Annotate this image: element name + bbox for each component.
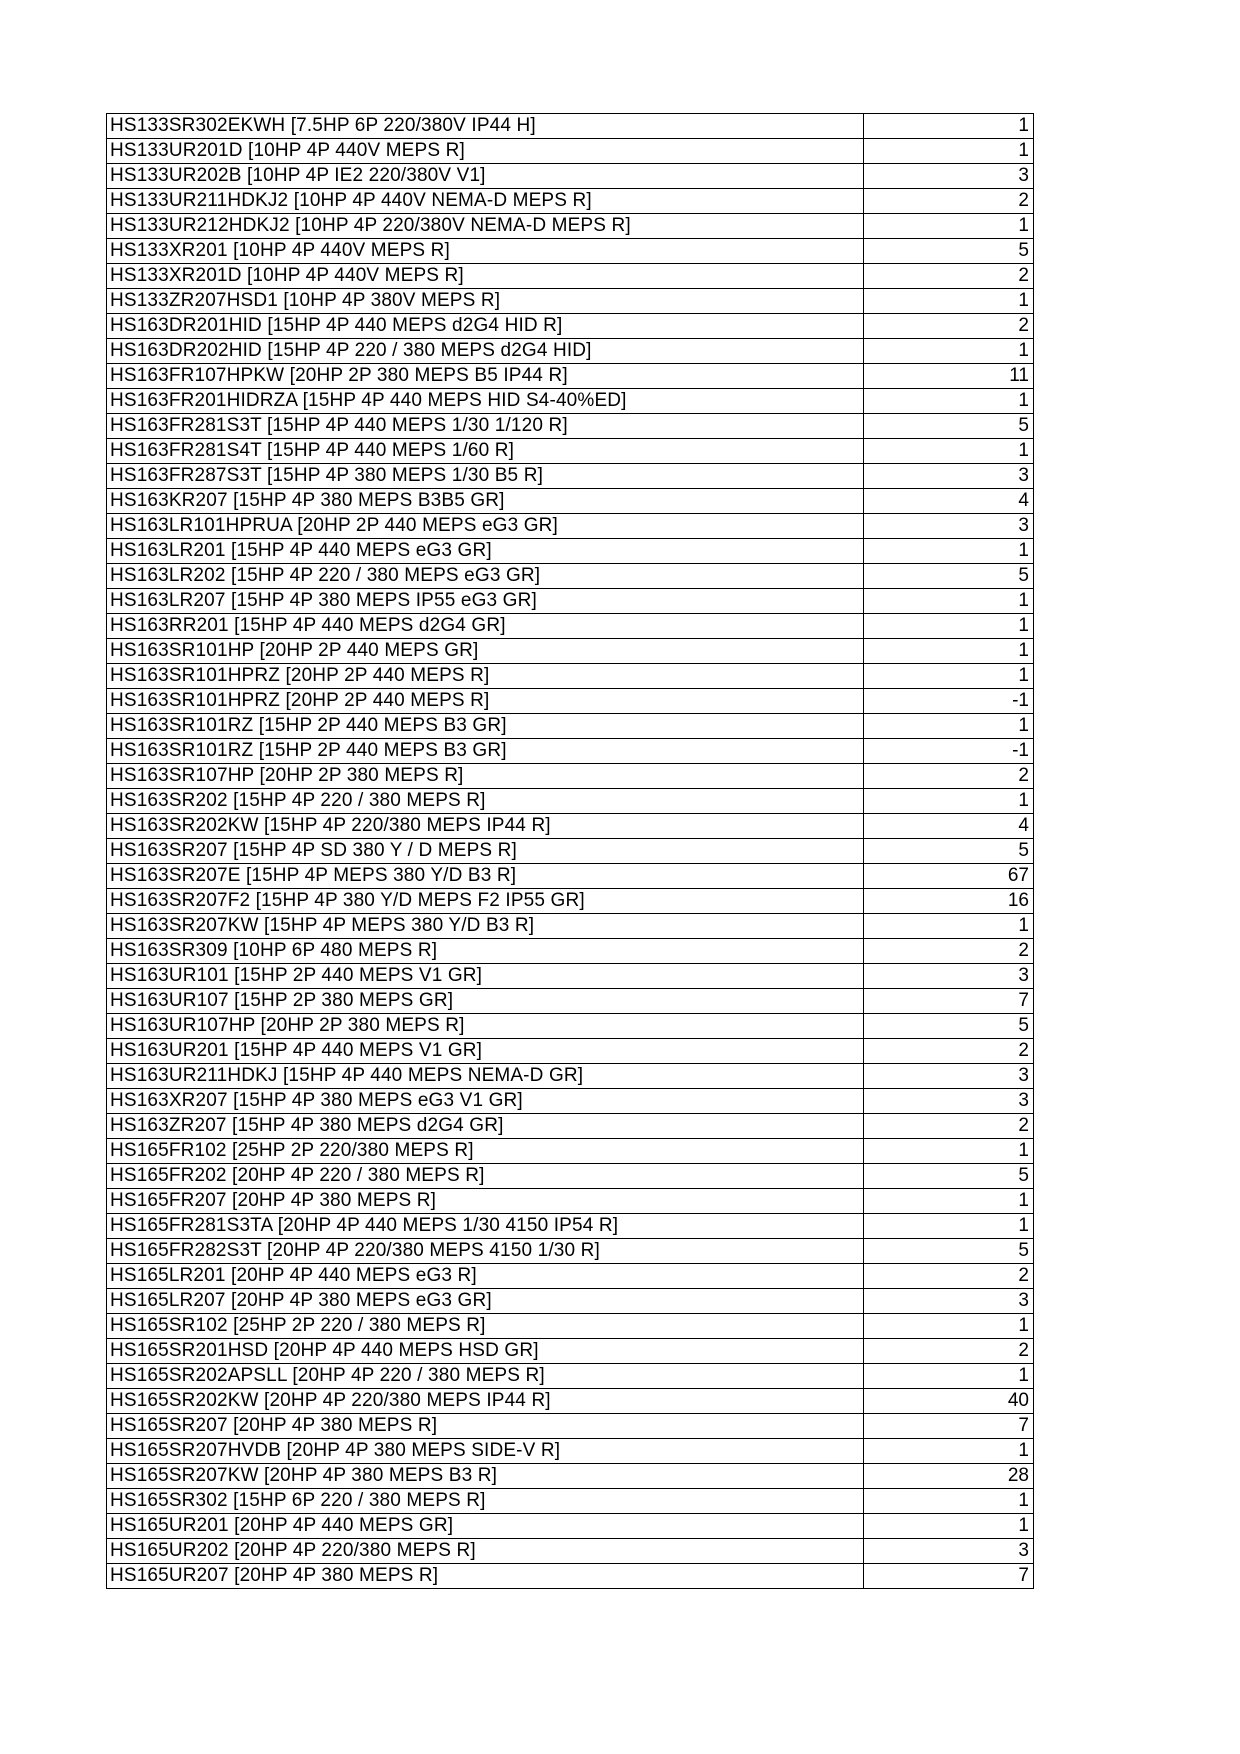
item-description-cell: HS133XR201 [10HP 4P 440V MEPS R] (107, 239, 864, 264)
item-quantity-cell: 5 (864, 839, 1034, 864)
item-description-cell: HS165FR202 [20HP 4P 220 / 380 MEPS R] (107, 1164, 864, 1189)
item-description-cell: HS163SR101HP [20HP 2P 440 MEPS GR] (107, 639, 864, 664)
table-row (107, 214, 1034, 239)
item-description-cell: HS165SR207HVDB [20HP 4P 380 MEPS SIDE-V R] (107, 1439, 864, 1464)
table-row (107, 364, 1034, 389)
table-row (107, 164, 1034, 189)
item-description-cell: HS165LR201 [20HP 4P 440 MEPS eG3 R] (107, 1264, 864, 1289)
item-description-cell: HS165SR202APSLL [20HP 4P 220 / 380 MEPS R] (107, 1364, 864, 1389)
item-description-cell: HS163FR201HIDRZA [15HP 4P 440 MEPS HID S4-40%ED] (107, 389, 864, 414)
table-row (107, 989, 1034, 1014)
table-row (107, 639, 1034, 664)
table-row (107, 1289, 1034, 1314)
table-row (107, 839, 1034, 864)
item-quantity-cell: 40 (864, 1389, 1034, 1414)
item-quantity-cell: 1 (864, 439, 1034, 464)
table-row (107, 1514, 1034, 1539)
table-row (107, 864, 1034, 889)
item-quantity-cell: 1 (864, 289, 1034, 314)
item-quantity-cell: 2 (864, 264, 1034, 289)
item-description-cell: HS165SR207KW [20HP 4P 380 MEPS B3 R] (107, 1464, 864, 1489)
item-description-cell: HS163SR207KW [15HP 4P MEPS 380 Y/D B3 R] (107, 914, 864, 939)
item-description-cell: HS163UR107HP [20HP 2P 380 MEPS R] (107, 1014, 864, 1039)
item-description-cell: HS163SR207 [15HP 4P SD 380 Y / D MEPS R] (107, 839, 864, 864)
item-description-cell: HS163LR202 [15HP 4P 220 / 380 MEPS eG3 GR] (107, 564, 864, 589)
item-description-cell: HS163FR281S4T [15HP 4P 440 MEPS 1/60 R] (107, 439, 864, 464)
table-row (107, 1164, 1034, 1189)
item-quantity-cell: 3 (864, 964, 1034, 989)
item-quantity-cell: 1 (864, 1364, 1034, 1389)
item-quantity-cell: 1 (864, 714, 1034, 739)
item-description-cell: HS133ZR207HSD1 [10HP 4P 380V MEPS R] (107, 289, 864, 314)
table-row (107, 114, 1034, 139)
item-description-cell: HS163FR281S3T [15HP 4P 440 MEPS 1/30 1/120 R] (107, 414, 864, 439)
item-description-cell: HS163SR101HPRZ [20HP 2P 440 MEPS R] (107, 664, 864, 689)
item-quantity-cell: 1 (864, 1214, 1034, 1239)
item-quantity-cell: 2 (864, 189, 1034, 214)
table-row (107, 489, 1034, 514)
item-quantity-cell: 1 (864, 914, 1034, 939)
item-quantity-cell: 3 (864, 1064, 1034, 1089)
table-row (107, 289, 1034, 314)
table-row (107, 1439, 1034, 1464)
table-row (107, 1264, 1034, 1289)
item-quantity-cell: 1 (864, 614, 1034, 639)
item-description-cell: HS165UR202 [20HP 4P 220/380 MEPS R] (107, 1539, 864, 1564)
item-description-cell: HS133UR201D [10HP 4P 440V MEPS R] (107, 139, 864, 164)
table-row (107, 614, 1034, 639)
table-row (107, 664, 1034, 689)
table-row (107, 589, 1034, 614)
item-description-cell: HS163SR101RZ [15HP 2P 440 MEPS B3 GR] (107, 739, 864, 764)
item-quantity-cell: 1 (864, 1439, 1034, 1464)
table-row (107, 1189, 1034, 1214)
table-row (107, 964, 1034, 989)
item-quantity-cell: 3 (864, 1539, 1034, 1564)
item-description-cell: HS133UR202B [10HP 4P IE2 220/380V V1] (107, 164, 864, 189)
table-row (107, 264, 1034, 289)
item-quantity-cell: 1 (864, 1489, 1034, 1514)
table-row (107, 439, 1034, 464)
item-quantity-cell: 5 (864, 1239, 1034, 1264)
table-row (107, 539, 1034, 564)
item-quantity-cell: 2 (864, 1039, 1034, 1064)
item-quantity-cell: 3 (864, 514, 1034, 539)
table-row (107, 939, 1034, 964)
table-row (107, 739, 1034, 764)
item-description-cell: HS163LR101HPRUA [20HP 2P 440 MEPS eG3 GR] (107, 514, 864, 539)
item-description-cell: HS163RR201 [15HP 4P 440 MEPS d2G4 GR] (107, 614, 864, 639)
item-quantity-cell: 3 (864, 164, 1034, 189)
table-row (107, 414, 1034, 439)
item-description-cell: HS163DR201HID [15HP 4P 440 MEPS d2G4 HID R] (107, 314, 864, 339)
table-row (107, 1489, 1034, 1514)
item-quantity-cell: 5 (864, 239, 1034, 264)
item-quantity-cell: 5 (864, 1164, 1034, 1189)
item-quantity-cell: 2 (864, 1114, 1034, 1139)
item-quantity-cell: 67 (864, 864, 1034, 889)
table-row (107, 1389, 1034, 1414)
item-description-cell: HS133UR211HDKJ2 [10HP 4P 440V NEMA-D MEPS R] (107, 189, 864, 214)
table-row (107, 339, 1034, 364)
item-description-cell: HS165SR102 [25HP 2P 220 / 380 MEPS R] (107, 1314, 864, 1339)
item-description-cell: HS163ZR207 [15HP 4P 380 MEPS d2G4 GR] (107, 1114, 864, 1139)
table-row (107, 1064, 1034, 1089)
item-quantity-cell: 1 (864, 589, 1034, 614)
table-row (107, 1114, 1034, 1139)
item-description-cell: HS165SR202KW [20HP 4P 220/380 MEPS IP44 R] (107, 1389, 864, 1414)
item-description-cell: HS163SR101RZ [15HP 2P 440 MEPS B3 GR] (107, 714, 864, 739)
table-row (107, 564, 1034, 589)
table-row (107, 1564, 1034, 1589)
table-row (107, 239, 1034, 264)
item-quantity-cell: 11 (864, 364, 1034, 389)
item-description-cell: HS163LR201 [15HP 4P 440 MEPS eG3 GR] (107, 539, 864, 564)
item-description-cell: HS163SR202 [15HP 4P 220 / 380 MEPS R] (107, 789, 864, 814)
item-quantity-cell: 1 (864, 639, 1034, 664)
item-description-cell: HS163FR287S3T [15HP 4P 380 MEPS 1/30 B5 R] (107, 464, 864, 489)
item-quantity-cell: 4 (864, 814, 1034, 839)
item-quantity-cell: 1 (864, 139, 1034, 164)
table-row (107, 889, 1034, 914)
table-row (107, 314, 1034, 339)
table-row (107, 1414, 1034, 1439)
item-quantity-cell: 5 (864, 1014, 1034, 1039)
item-quantity-cell: 1 (864, 339, 1034, 364)
item-description-cell: HS163FR107HPKW [20HP 2P 380 MEPS B5 IP44 R] (107, 364, 864, 389)
item-quantity-cell: 1 (864, 1314, 1034, 1339)
table-row (107, 1314, 1034, 1339)
item-quantity-cell: 16 (864, 889, 1034, 914)
item-quantity-cell: 1 (864, 114, 1034, 139)
inventory-table-body (107, 114, 1034, 1589)
item-quantity-cell: 1 (864, 1514, 1034, 1539)
item-quantity-cell: 1 (864, 389, 1034, 414)
item-description-cell: HS163SR207E [15HP 4P MEPS 380 Y/D B3 R] (107, 864, 864, 889)
item-quantity-cell: 3 (864, 1089, 1034, 1114)
item-quantity-cell: 7 (864, 1564, 1034, 1589)
table-row (107, 189, 1034, 214)
item-quantity-cell: 7 (864, 989, 1034, 1014)
item-quantity-cell: 4 (864, 489, 1034, 514)
item-quantity-cell: 3 (864, 464, 1034, 489)
table-row (107, 1339, 1034, 1364)
table-row (107, 464, 1034, 489)
item-quantity-cell: 3 (864, 1289, 1034, 1314)
item-quantity-cell: 1 (864, 214, 1034, 239)
table-row (107, 1089, 1034, 1114)
table-row (107, 1039, 1034, 1064)
item-quantity-cell: -1 (864, 689, 1034, 714)
table-row (107, 514, 1034, 539)
table-row (107, 1214, 1034, 1239)
item-description-cell: HS163DR202HID [15HP 4P 220 / 380 MEPS d2G4 HID] (107, 339, 864, 364)
item-description-cell: HS165SR201HSD [20HP 4P 440 MEPS HSD GR] (107, 1339, 864, 1364)
item-quantity-cell: 1 (864, 1139, 1034, 1164)
table-row (107, 1139, 1034, 1164)
table-row (107, 1364, 1034, 1389)
item-description-cell: HS165FR207 [20HP 4P 380 MEPS R] (107, 1189, 864, 1214)
item-description-cell: HS133UR212HDKJ2 [10HP 4P 220/380V NEMA-D MEPS R] (107, 214, 864, 239)
item-description-cell: HS165SR302 [15HP 6P 220 / 380 MEPS R] (107, 1489, 864, 1514)
table-row (107, 814, 1034, 839)
item-description-cell: HS165UR207 [20HP 4P 380 MEPS R] (107, 1564, 864, 1589)
item-description-cell: HS133XR201D [10HP 4P 440V MEPS R] (107, 264, 864, 289)
table-row (107, 764, 1034, 789)
item-description-cell: HS163UR211HDKJ [15HP 4P 440 MEPS NEMA-D GR] (107, 1064, 864, 1089)
table-row (107, 714, 1034, 739)
item-quantity-cell: 1 (864, 539, 1034, 564)
item-description-cell: HS163SR107HP [20HP 2P 380 MEPS R] (107, 764, 864, 789)
item-quantity-cell: 2 (864, 314, 1034, 339)
item-quantity-cell: 1 (864, 664, 1034, 689)
item-description-cell: HS133SR302EKWH [7.5HP 6P 220/380V IP44 H] (107, 114, 864, 139)
item-quantity-cell: 7 (864, 1414, 1034, 1439)
item-description-cell: HS165UR201 [20HP 4P 440 MEPS GR] (107, 1514, 864, 1539)
item-description-cell: HS165LR207 [20HP 4P 380 MEPS eG3 GR] (107, 1289, 864, 1314)
table-row (107, 1014, 1034, 1039)
item-description-cell: HS163UR107 [15HP 2P 380 MEPS GR] (107, 989, 864, 1014)
item-description-cell: HS165FR282S3T [20HP 4P 220/380 MEPS 4150 1/30 R] (107, 1239, 864, 1264)
item-description-cell: HS163XR207 [15HP 4P 380 MEPS eG3 V1 GR] (107, 1089, 864, 1114)
item-quantity-cell: 2 (864, 939, 1034, 964)
item-description-cell: HS163UR101 [15HP 2P 440 MEPS V1 GR] (107, 964, 864, 989)
table-row (107, 139, 1034, 164)
table-row (107, 1464, 1034, 1489)
item-quantity-cell: 5 (864, 564, 1034, 589)
item-description-cell: HS165FR102 [25HP 2P 220/380 MEPS R] (107, 1139, 864, 1164)
item-quantity-cell: 5 (864, 414, 1034, 439)
item-quantity-cell: 2 (864, 1264, 1034, 1289)
item-description-cell: HS165SR207 [20HP 4P 380 MEPS R] (107, 1414, 864, 1439)
item-quantity-cell: 1 (864, 789, 1034, 814)
table-row (107, 689, 1034, 714)
item-description-cell: HS163SR202KW [15HP 4P 220/380 MEPS IP44 R] (107, 814, 864, 839)
item-description-cell: HS163KR207 [15HP 4P 380 MEPS B3B5 GR] (107, 489, 864, 514)
table-row (107, 914, 1034, 939)
item-quantity-cell: 28 (864, 1464, 1034, 1489)
table-row (107, 1539, 1034, 1564)
item-quantity-cell: 1 (864, 1189, 1034, 1214)
item-description-cell: HS163LR207 [15HP 4P 380 MEPS IP55 eG3 GR] (107, 589, 864, 614)
item-description-cell: HS163SR101HPRZ [20HP 2P 440 MEPS R] (107, 689, 864, 714)
item-description-cell: HS163SR207F2 [15HP 4P 380 Y/D MEPS F2 IP55 GR] (107, 889, 864, 914)
table-row (107, 389, 1034, 414)
item-quantity-cell: 2 (864, 764, 1034, 789)
item-quantity-cell: 2 (864, 1339, 1034, 1364)
item-description-cell: HS165FR281S3TA [20HP 4P 440 MEPS 1/30 4150 IP54 R] (107, 1214, 864, 1239)
item-quantity-cell: -1 (864, 739, 1034, 764)
table-row (107, 1239, 1034, 1264)
inventory-table (106, 113, 1034, 1589)
item-description-cell: HS163SR309 [10HP 6P 480 MEPS R] (107, 939, 864, 964)
item-description-cell: HS163UR201 [15HP 4P 440 MEPS V1 GR] (107, 1039, 864, 1064)
table-row (107, 789, 1034, 814)
